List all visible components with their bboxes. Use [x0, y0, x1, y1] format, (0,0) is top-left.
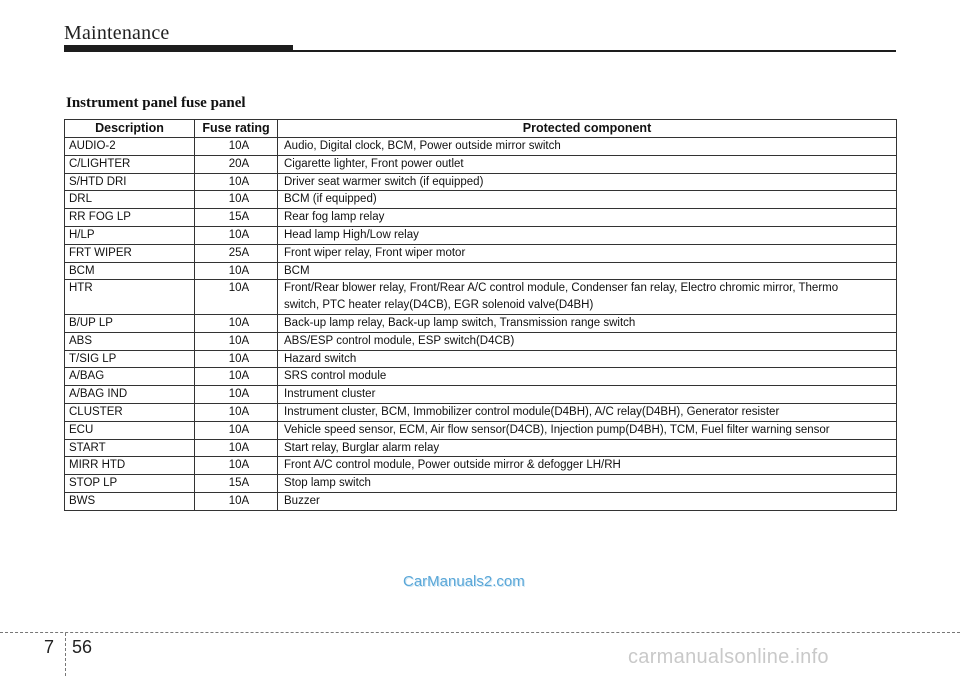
cell-protected-component	[278, 262, 897, 280]
cell-description: A/BAG IND	[65, 386, 195, 404]
table-row	[65, 492, 897, 510]
cell-protected-component	[278, 244, 897, 262]
table-row	[65, 138, 897, 156]
section-title: Instrument panel fuse panel	[66, 95, 246, 111]
component-text-line: Vehicle speed sensor, ECM, Air flow sensor(D4CB), Injection pump(D4BH), TCM, Fuel filter warning sensor	[284, 423, 830, 436]
cell-fuse-rating: 10A	[195, 138, 278, 156]
footer-dashed-divider	[65, 633, 66, 676]
cell-fuse-rating: 20A	[195, 155, 278, 173]
cell-fuse-rating: 10A	[195, 191, 278, 209]
component-text-line: Front/Rear blower relay, Front/Rear A/C control module, Condenser fan relay, Electro chromic mirror, Thermo	[284, 282, 839, 295]
table-header-row	[65, 120, 897, 138]
component-text-line: ABS/ESP control module, ESP switch(D4CB)	[284, 334, 515, 347]
cell-protected-component	[278, 492, 897, 510]
cell-description: RR FOG LP	[65, 209, 195, 227]
component-text-line: Buzzer	[284, 494, 320, 507]
cell-fuse-rating: 10A	[195, 421, 278, 439]
component-text-line: Hazard switch	[284, 352, 357, 365]
table-row	[65, 191, 897, 209]
cell-fuse-rating: 10A	[195, 226, 278, 244]
table-row	[65, 209, 897, 227]
cell-description: B/UP LP	[65, 314, 195, 332]
table-row	[65, 368, 897, 386]
cell-description: HTR	[65, 280, 195, 315]
cell-protected-component	[278, 138, 897, 156]
cell-fuse-rating: 10A	[195, 262, 278, 280]
footer-dashed-rule	[0, 632, 960, 633]
chapter-number: 7	[44, 637, 55, 657]
fuse-table	[64, 119, 897, 511]
cell-fuse-rating: 10A	[195, 350, 278, 368]
cell-description: DRL	[65, 191, 195, 209]
cell-protected-component	[278, 314, 897, 332]
header-description: Description	[65, 120, 195, 138]
cell-protected-component	[278, 439, 897, 457]
cell-description: T/SIG LP	[65, 350, 195, 368]
cell-fuse-rating: 15A	[195, 209, 278, 227]
page-number: 56	[72, 637, 93, 657]
component-text-line: Rear fog lamp relay	[284, 211, 385, 224]
table-row	[65, 262, 897, 280]
table-row	[65, 314, 897, 332]
cell-description: AUDIO-2	[65, 138, 195, 156]
header-fuse-rating: Fuse rating	[195, 120, 278, 138]
component-text-line: BCM (if equipped)	[284, 193, 377, 206]
component-text-line: Instrument cluster, BCM, Immobilizer control module(D4BH), A/C relay(D4BH), Generator resister	[284, 405, 780, 418]
component-text-line: Instrument cluster	[284, 388, 376, 401]
component-text-line: Driver seat warmer switch (if equipped)	[284, 175, 484, 188]
table-row	[65, 421, 897, 439]
component-text-line: Back-up lamp relay, Back-up lamp switch, Transmission range switch	[284, 316, 636, 329]
header-protected-component: Protected component	[278, 120, 897, 138]
table-row	[65, 280, 897, 315]
cell-protected-component	[278, 421, 897, 439]
component-text-line: SRS control module	[284, 370, 387, 383]
cell-fuse-rating: 10A	[195, 332, 278, 350]
fuse-table-body	[65, 138, 897, 511]
component-text-line: switch, PTC heater relay(D4CB), EGR solenoid valve(D4BH)	[284, 299, 594, 312]
cell-fuse-rating: 10A	[195, 173, 278, 191]
cell-description: STOP LP	[65, 475, 195, 493]
table-row	[65, 155, 897, 173]
page-header-title: Maintenance	[64, 22, 170, 44]
cell-protected-component	[278, 386, 897, 404]
cell-description: CLUSTER	[65, 403, 195, 421]
cell-fuse-rating: 10A	[195, 439, 278, 457]
cell-description: START	[65, 439, 195, 457]
cell-fuse-rating: 25A	[195, 244, 278, 262]
component-text-line: Stop lamp switch	[284, 477, 371, 490]
watermark-center: CarManuals2.com	[403, 573, 525, 590]
cell-protected-component	[278, 209, 897, 227]
component-text-line: Head lamp High/Low relay	[284, 228, 419, 241]
cell-protected-component	[278, 280, 897, 315]
cell-description: BCM	[65, 262, 195, 280]
cell-protected-component	[278, 368, 897, 386]
table-row	[65, 350, 897, 368]
cell-description: ABS	[65, 332, 195, 350]
header-rule	[64, 50, 896, 52]
component-text-line: Front wiper relay, Front wiper motor	[284, 246, 466, 259]
cell-description: A/BAG	[65, 368, 195, 386]
cell-protected-component	[278, 332, 897, 350]
table-row	[65, 386, 897, 404]
cell-fuse-rating: 10A	[195, 492, 278, 510]
cell-fuse-rating: 10A	[195, 386, 278, 404]
table-row	[65, 173, 897, 191]
component-text-line: Audio, Digital clock, BCM, Power outside mirror switch	[284, 140, 561, 152]
cell-fuse-rating: 10A	[195, 314, 278, 332]
table-row	[65, 475, 897, 493]
component-text-line: Start relay, Burglar alarm relay	[284, 441, 440, 454]
cell-description: C/LIGHTER	[65, 155, 195, 173]
cell-protected-component	[278, 475, 897, 493]
cell-protected-component	[278, 403, 897, 421]
cell-description: BWS	[65, 492, 195, 510]
cell-fuse-rating: 10A	[195, 280, 278, 315]
cell-description: MIRR HTD	[65, 457, 195, 475]
cell-fuse-rating: 10A	[195, 368, 278, 386]
cell-fuse-rating: 15A	[195, 475, 278, 493]
cell-protected-component	[278, 350, 897, 368]
cell-protected-component	[278, 191, 897, 209]
cell-protected-component	[278, 173, 897, 191]
cell-description: S/HTD DRI	[65, 173, 195, 191]
cell-protected-component	[278, 155, 897, 173]
cell-description: H/LP	[65, 226, 195, 244]
component-text-line: Front A/C control module, Power outside mirror & defogger LH/RH	[284, 459, 621, 472]
cell-fuse-rating: 10A	[195, 457, 278, 475]
cell-protected-component	[278, 226, 897, 244]
cell-fuse-rating: 10A	[195, 403, 278, 421]
table-row	[65, 457, 897, 475]
component-text-line: BCM	[284, 264, 310, 277]
table-row	[65, 403, 897, 421]
table-row	[65, 332, 897, 350]
cell-protected-component	[278, 457, 897, 475]
table-row	[65, 244, 897, 262]
table-row	[65, 439, 897, 457]
component-text-line: Cigarette lighter, Front power outlet	[284, 157, 464, 170]
footer-watermark: carmanualsonline.info	[628, 646, 829, 668]
table-row	[65, 226, 897, 244]
cell-description: ECU	[65, 421, 195, 439]
cell-description: FRT WIPER	[65, 244, 195, 262]
